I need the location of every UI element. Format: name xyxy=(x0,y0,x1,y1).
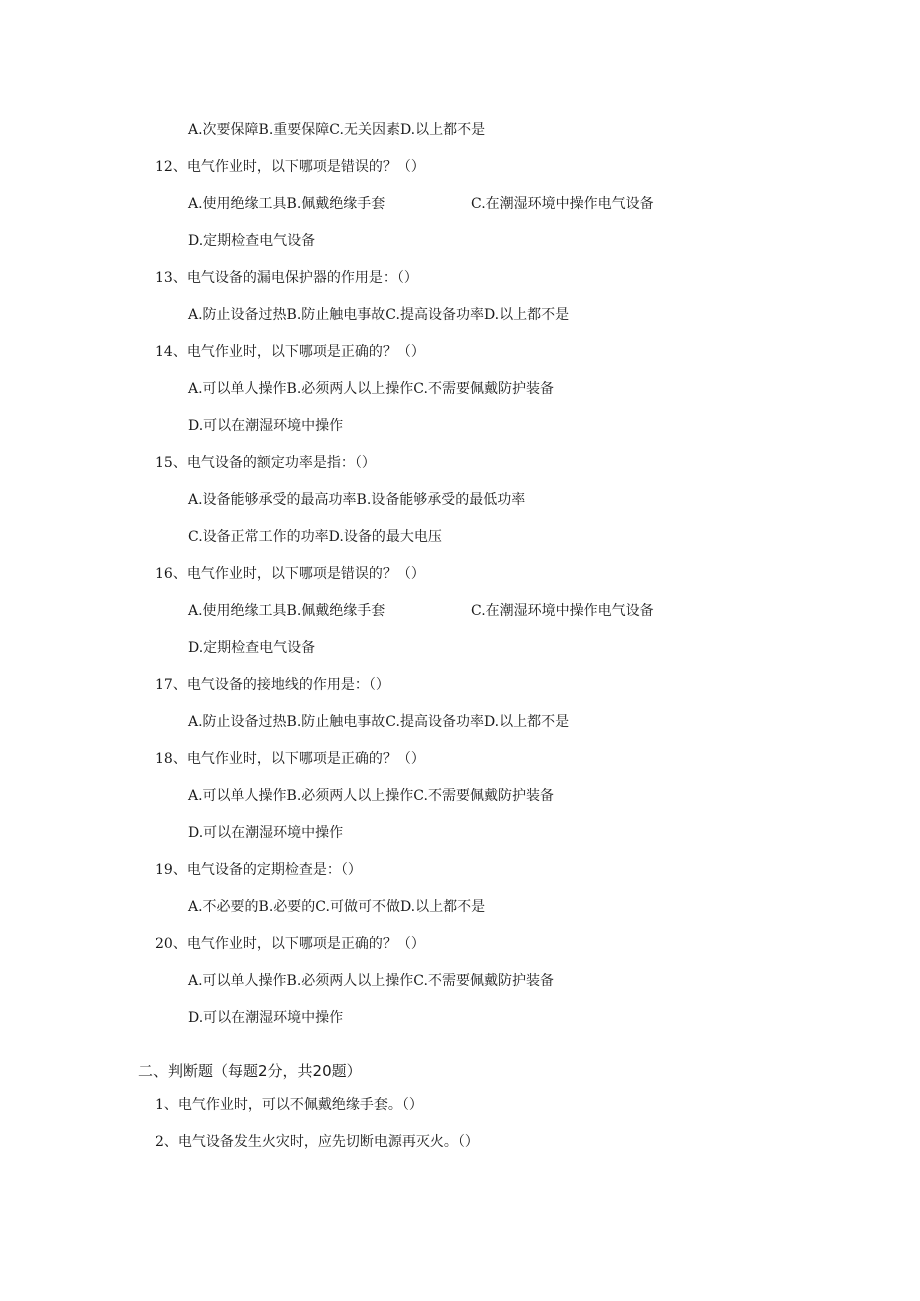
q16-option-d: D.定期检查电气设备 xyxy=(188,640,316,656)
question-12: 12、电气作业时，以下哪项是错误的？（） xyxy=(155,159,425,175)
question-14: 14、电气作业时，以下哪项是正确的？（） xyxy=(155,344,425,360)
q20-options-abc: A.可以单人操作B.必须两人以上操作C.不需要佩戴防护装备 xyxy=(188,973,554,989)
q15-options-ab: A.设备能够承受的最高功率B.设备能够承受的最低功率 xyxy=(188,492,526,508)
q17-options: A.防止设备过热B.防止触电事故C.提高设备功率D.以上都不是 xyxy=(188,714,570,730)
q11-options: A.次要保障B.重要保障C.无关因素D.以上都不是 xyxy=(188,122,486,138)
question-19: 19、电气设备的定期检查是：（） xyxy=(155,862,362,878)
q14-options-abc: A.可以单人操作B.必须两人以上操作C.不需要佩戴防护装备 xyxy=(188,381,554,397)
question-15: 15、电气设备的额定功率是指：（） xyxy=(155,455,376,471)
question-20: 20、电气作业时，以下哪项是正确的？（） xyxy=(155,936,425,952)
q19-options: A.不必要的B.必要的C.可做可不做D.以上都不是 xyxy=(188,899,486,915)
question-13: 13、电气设备的漏电保护器的作用是：（） xyxy=(155,270,418,286)
q18-options-abc: A.可以单人操作B.必须两人以上操作C.不需要佩戴防护装备 xyxy=(188,788,554,804)
q13-options: A.防止设备过热B.防止触电事故C.提高设备功率D.以上都不是 xyxy=(188,307,570,323)
q14-option-d: D.可以在潮湿环境中操作 xyxy=(188,418,344,434)
q12-option-d: D.定期检查电气设备 xyxy=(188,233,316,249)
q12-options-ab: A.使用绝缘工具B.佩戴绝缘手套 xyxy=(188,196,386,212)
question-16: 16、电气作业时，以下哪项是错误的？（） xyxy=(155,566,425,582)
section-heading-true-false: 二、判断题（每题2分，共20题） xyxy=(138,1062,362,1080)
q18-option-d: D.可以在潮湿环境中操作 xyxy=(188,825,344,841)
tf-question-1: 1、电气作业时，可以不佩戴绝缘手套。（） xyxy=(155,1097,423,1113)
q16-options-ab: A.使用绝缘工具B.佩戴绝缘手套 xyxy=(188,603,386,619)
question-17: 17、电气设备的接地线的作用是：（） xyxy=(155,677,390,693)
question-18: 18、电气作业时，以下哪项是正确的？（） xyxy=(155,751,425,767)
q20-option-d: D.可以在潮湿环境中操作 xyxy=(188,1010,344,1026)
q16-option-c: C.在潮湿环境中操作电气设备 xyxy=(471,603,654,619)
q12-option-c: C.在潮湿环境中操作电气设备 xyxy=(471,196,654,212)
q15-options-cd: C.设备正常工作的功率D.设备的最大电压 xyxy=(188,529,442,545)
tf-question-2: 2、电气设备发生火灾时，应先切断电源再灭火。（） xyxy=(155,1134,479,1150)
